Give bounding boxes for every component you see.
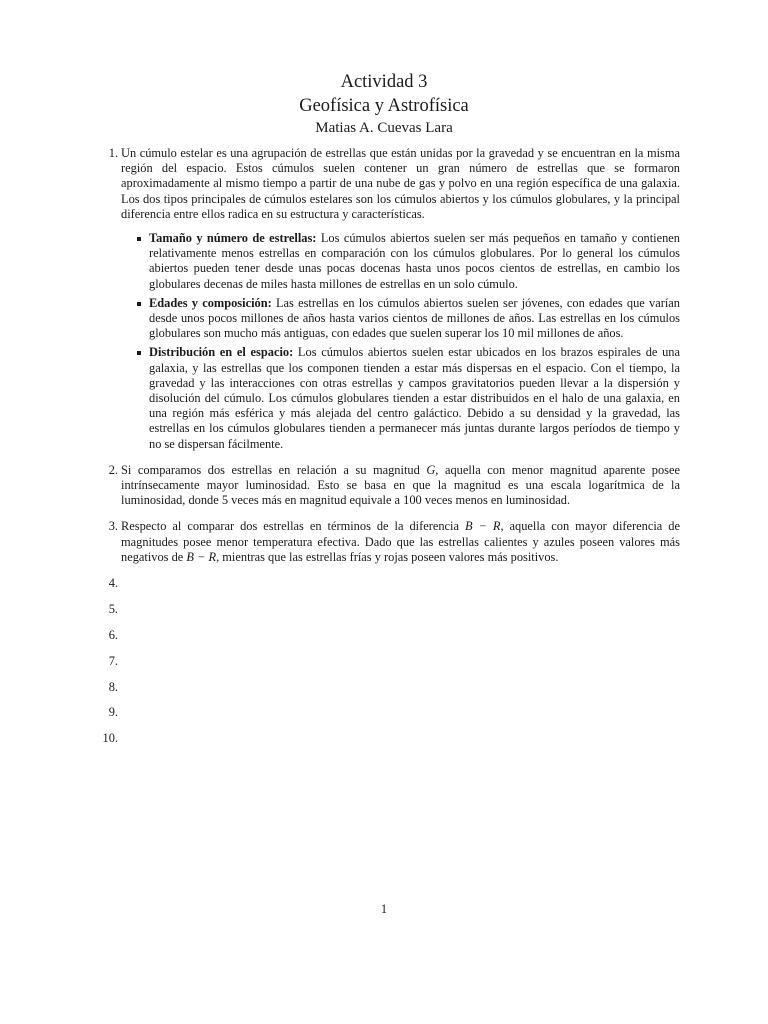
list-item-1 [104, 146, 680, 452]
item-number: 5. [108, 601, 118, 616]
bullet-text: Las estrellas en los cúmulos abiertos suelen ser jóvenes, con edades que varían desde unos pocos millones de años hasta varios cientos de millones de años. Las estrellas en los cúmulos globulares son mucho más antiguas, con edades que suelen superar los 10 mil millones de años. [149, 295, 680, 341]
bullet-label: Distribución en el espacio: [149, 345, 294, 360]
item-number: 7. [108, 653, 118, 668]
document-author: Matias A. Cuevas Lara [315, 120, 453, 136]
list-item-empty [104, 602, 680, 617]
list-item-empty [104, 680, 680, 695]
bullet-item [149, 231, 680, 292]
list-item-2 [104, 463, 680, 509]
item-text: , aquella con menor magnitud aparente posee intrínsecamente mayor luminosidad. Esto se basa en que la magnitud es una escala logarítmica de la luminosidad, donde 5 veces más en magnitud equivale a 100 veces menos en luminosidad. [121, 462, 680, 508]
item-number: 2. [108, 462, 118, 477]
list-item-empty [104, 654, 680, 669]
title-block [0, 70, 768, 138]
item-text: Un cúmulo estelar es una agrupación de estrellas que están unidas por la gravedad y se encuentran en la misma región del espacio. Estos cúmulos suelen contener un gran número de estrellas que se formaron aproximadamente al mismo tiempo a partir de una nube de gas y polvo en una región específica de una galaxia. Los dos tipos principales de cúmulos estelares son los cúmulos abiertos y los cúmulos globulares, y la principal diferencia entre ellos radica en su estructura y características. [121, 146, 680, 221]
enumerated-list [104, 146, 680, 757]
math-symbol: G [426, 462, 436, 477]
bullet-text: Los cúmulos abiertos suelen ser más pequeños en tamaño y contienen relativamente menos estrellas en comparación con los cúmulos globulares. Por lo general los cúmulos abiertos pueden tener desde unas pocas docenas hasta unos pocos cientos de estrellas, en cambio los globulares decenas de miles hasta millones de estrellas en un solo cúmulo. [149, 231, 680, 291]
item-number: 6. [108, 627, 118, 642]
bullet-list [121, 231, 680, 452]
item-number: 9. [108, 705, 118, 720]
page-number: 1 [380, 902, 388, 916]
math-symbol: B − R [464, 519, 501, 534]
item-number: 10. [102, 731, 118, 746]
document-subtitle: Geofísica y Astrofísica [299, 96, 469, 116]
bullet-label: Edades y composición: [149, 295, 272, 310]
math-symbol: B − R [186, 549, 217, 564]
item-number: 4. [108, 576, 118, 591]
item-number: 1. [108, 146, 118, 160]
item-text: , aquella con mayor diferencia de magnitudes posee menor temperatura efectiva. Dado que las estrellas calientes y azules poseen valores más negativos de [121, 519, 680, 564]
list-item-empty [104, 628, 680, 643]
bullet-label: Tamaño y número de estrellas: [149, 231, 317, 246]
item-text: Si comparamos dos estrellas en relación a su magnitud [121, 462, 427, 477]
bullet-item [149, 296, 680, 342]
list-item-empty [104, 705, 680, 720]
item-number: 3. [108, 519, 118, 534]
item-text: Respecto al comparar dos estrellas en términos de la diferencia [121, 519, 465, 534]
bullet-text: Los cúmulos abiertos suelen estar ubicados en los brazos espirales de una galaxia, y las estrellas que los componen tienden a estar más dispersas en el espacio. Con el tiempo, la gravedad y las interacciones con otras estrellas y campos gravitatorios pueden llevar a la dispersión y disolución del cúmulo. Los cúmulos globulares tienden a estar distribuidos en el halo de una galaxia, en una región más esférica y más alejada del centro galáctico. Debido a su densidad y la gravedad, las estrellas en los cúmulos globulares tienden a permanecer más juntas durante largos períodos de tiempo y no se dispersan fácilmente. [149, 345, 681, 451]
document-title: Actividad 3 [340, 72, 428, 92]
list-item-empty [104, 731, 680, 746]
list-item-3 [104, 519, 680, 565]
list-item-empty [104, 576, 680, 591]
item-number: 8. [108, 679, 118, 694]
item-text: , mientras que las estrellas frías y rojas poseen valores más positivos. [216, 549, 559, 564]
bullet-item [149, 345, 680, 451]
